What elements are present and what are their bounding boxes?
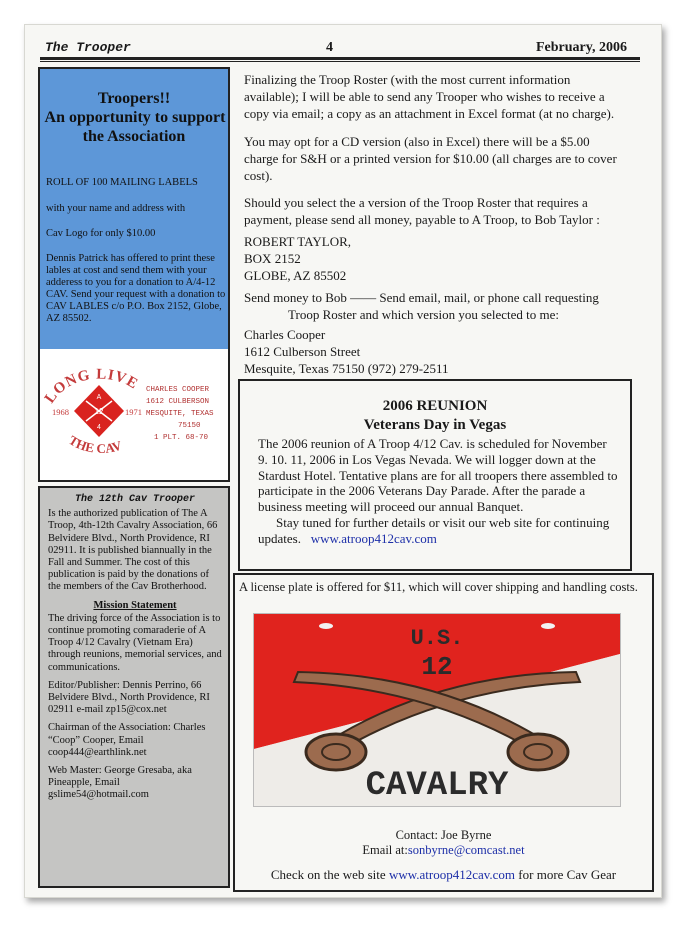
issue-date: February, 2006 [536,40,627,55]
blue-panel [40,69,228,349]
label-line: MESQUITE, TEXAS [146,410,214,418]
logo-top-text: LONG LIVE [41,366,141,407]
masthead-intro: Is the authorized publication of The A Troop, 4th-12th Cavalry Association, 66 Belvidere Blvd., North Providence, RI 02911. It is published biannually in the Fall and Summer. The cost of this publication is paid by the donations of the members of the Cav Brotherhood. [48,508,218,593]
reunion-body [258,436,618,547]
gear-website-link[interactable]: www.atroop412cav.com [388,867,516,882]
reunion-website-link[interactable]: www.atroop412cav.com [310,530,437,546]
masthead-content [48,494,222,808]
cav-gear-line [235,867,652,883]
editor-info: Editor/Publisher: Dennis Perrino, 66 Belvidere Blvd., North Providence, RI 02911 e-mail zp15@cox.net [48,679,210,716]
publication-title: The Trooper [45,40,131,55]
mission-text: The driving force of the Association is to continue promoting comaraderie of A Troop 4/12 Cavalry (Vietnam Era) through reunions, memorial services, and communications. [48,612,222,673]
header-rule [40,57,640,60]
logo-bottom-text: THE CAV [66,432,124,456]
ad-heading-line-3: the Association [82,128,186,145]
sample-label [40,349,228,480]
reunion-box [238,379,632,571]
mission-heading: Mission Statement [93,599,177,611]
webmaster-info: Web Master: George Gresaba, aka Pineapple, Email gslime54@hotmail.com [48,765,192,801]
chairman-info: Chairman of the Association: Charles “Coop” Cooper, Email coop444@earthlink.net [48,722,206,758]
ad-heading [40,89,228,146]
label-line: 1612 CULBERSON [146,398,210,406]
plate-caption: A license plate is offered for $11, which will cover shipping and handling costs. [239,580,638,594]
ad-line-3: Cav Logo for only $10.00 [46,228,156,239]
reunion-heading [240,397,630,435]
plate-us-text: U.S. [410,626,464,651]
label-line: 1 PLT. 68-70 [154,434,209,442]
page-number: 4 [326,40,333,55]
contact-email-link[interactable]: sonbyrne@comcast.net [407,843,525,857]
send-line-1: Send money to Bob —— Send email, mail, or phone call requesting [244,290,599,305]
badge-letter: A [96,394,102,401]
roster-address [244,233,622,284]
logo-year-left: 1968 [52,407,69,417]
reunion-para-1: The 2006 reunion of A Troop 4/12 Cav. is scheduled for November 9. 10. 11, 2006 in Los Vegas Nevada. We will logger down at the Stardust Hotel. Tentative plans are for all troopers there assembled to participate in the 2006 Veterans Day Parade. After the parade a business meeting will proceed our annual Banquet. [258,436,618,515]
reunion-para-2-text: Stay tuned for further details or visit our web site for continuing updates. [258,514,610,546]
contact-line: Mesquite, Texas 75150 (972) 279-2511 [244,361,449,376]
license-plate-box [233,573,654,892]
logo-year-right: 1971 [125,407,142,417]
label-line: 75150 [178,422,201,430]
contact-line: Charles Cooper [244,327,326,342]
send-line-2: Troop Roster and which version you selected to me: [288,307,560,322]
reunion-title: 2006 REUNION [382,398,488,414]
reunion-para-2 [258,515,618,547]
mailing-labels-ad [38,67,230,482]
roster-para-3: Should you select the a version of the Troop Roster that requires a payment, please send all money, payable to A Troop, to Bob Taylor : [244,195,600,227]
plate-contact [235,828,652,858]
address-line: BOX 2152 [244,251,301,266]
send-instructions [244,289,622,323]
contact-line: 1612 Culberson Street [244,344,361,359]
plate-graphic [254,614,620,806]
masthead-title: The 12th Cav Trooper [74,494,196,505]
address-line: GLOBE, AZ 85502 [244,268,347,283]
ad-line-1: ROLL OF 100 MAILING LABELS [46,177,198,188]
gear-prefix: Check on the web site [270,867,386,882]
plate-number-text: 12 [421,652,453,682]
email-prefix: Email at: [362,843,408,857]
contact-email-line [235,843,652,858]
header-rule-thin [40,61,640,62]
ad-heading-line-1: Troopers!! [97,90,171,107]
badge-number: 12 [94,407,104,416]
address-line: ROBERT TAYLOR, [244,234,352,249]
license-plate-image [253,613,621,807]
plate-hole-icon [319,623,333,629]
reunion-subtitle: Veterans Day in Vegas [363,417,507,433]
label-line: CHARLES COOPER [146,386,210,394]
gear-suffix: for more Cav Gear [518,867,617,882]
roster-para-1: Finalizing the Troop Roster (with the most current information available); I will be able to send any Trooper who wishes to receive a copy via email; a copy as an attachment in Excel format (at no charge). [244,72,615,121]
ad-paragraph: Dennis Patrick has offered to print these lables at cost and send them with your adderess to you for a donation to A/4-12 CAV. Send your request with a donation to CAV LABLES c/o P.O. Box 2152, Globe, AZ 85502. [46,253,226,324]
masthead-box [38,486,230,888]
plate-cavalry-text: CAVALRY [365,767,509,805]
badge-bottom: 4 [97,424,101,431]
cav-logo [40,349,228,480]
label-address [146,386,214,442]
contact-name: Contact: Joe Byrne [395,828,492,842]
contact-address [244,326,622,377]
roster-para-2: You may opt for a CD version (also in Excel) there will be a $5.00 charge for S&H or a printed version for $10.00 (all charges are to cover cost). [244,134,617,183]
ad-heading-line-2: An opportunity to support [44,109,226,126]
plate-hole-icon [541,623,555,629]
ad-line-2: with your name and address with [46,203,186,214]
